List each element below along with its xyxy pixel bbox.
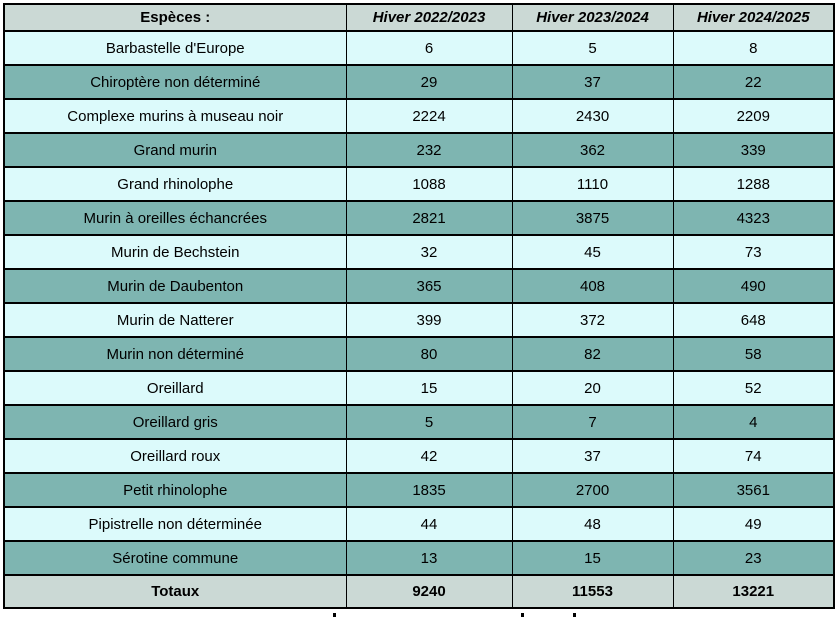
count-cell: 1835 [346,473,512,507]
count-cell: 44 [346,507,512,541]
cropped-caption-fragments [0,611,837,617]
column-header-winter-2022-2023: Hiver 2022/2023 [346,4,512,31]
totals-value: 9240 [346,575,512,608]
table-row [4,371,834,405]
table-row [4,337,834,371]
count-cell: 4323 [673,201,834,235]
species-name: Murin de Bechstein [4,235,346,269]
species-name: Barbastelle d'Europe [4,31,346,65]
count-cell: 399 [346,303,512,337]
species-name: Oreillard roux [4,439,346,473]
species-name: Murin de Daubenton [4,269,346,303]
table-row [4,541,834,575]
count-cell: 80 [346,337,512,371]
count-cell: 2209 [673,99,834,133]
count-cell: 232 [346,133,512,167]
totals-value: 13221 [673,575,834,608]
count-cell: 58 [673,337,834,371]
table-body [4,31,834,575]
count-cell: 365 [346,269,512,303]
species-name: Murin à oreilles échancrées [4,201,346,235]
totals-row [4,575,834,608]
caption-fragment [521,613,524,617]
species-name: Grand rhinolophe [4,167,346,201]
count-cell: 7 [512,405,673,439]
count-cell: 2700 [512,473,673,507]
count-cell: 5 [346,405,512,439]
count-cell: 48 [512,507,673,541]
count-cell: 82 [512,337,673,371]
count-cell: 37 [512,65,673,99]
count-cell: 20 [512,371,673,405]
table-row [4,133,834,167]
species-name: Sérotine commune [4,541,346,575]
count-cell: 4 [673,405,834,439]
count-cell: 1110 [512,167,673,201]
count-cell: 52 [673,371,834,405]
species-name: Chiroptère non déterminé [4,65,346,99]
count-cell: 29 [346,65,512,99]
count-cell: 8 [673,31,834,65]
count-cell: 5 [512,31,673,65]
count-cell: 648 [673,303,834,337]
count-cell: 23 [673,541,834,575]
column-header-winter-2023-2024: Hiver 2023/2024 [512,4,673,31]
count-cell: 32 [346,235,512,269]
totals-label: Totaux [4,575,346,608]
table-row [4,99,834,133]
table-row [4,235,834,269]
table-row [4,201,834,235]
count-cell: 13 [346,541,512,575]
count-cell: 408 [512,269,673,303]
count-cell: 49 [673,507,834,541]
count-cell: 3561 [673,473,834,507]
count-cell: 2821 [346,201,512,235]
header-row [4,4,834,31]
table-row [4,65,834,99]
caption-fragment [333,613,336,617]
count-cell: 1088 [346,167,512,201]
column-header-winter-2024-2025: Hiver 2024/2025 [673,4,834,31]
table-row [4,269,834,303]
table-row [4,473,834,507]
species-name: Murin de Natterer [4,303,346,337]
table-row [4,167,834,201]
count-cell: 1288 [673,167,834,201]
species-count-table [3,3,835,609]
species-name: Pipistrelle non déterminée [4,507,346,541]
species-column-header: Espèces : [4,4,346,31]
count-cell: 42 [346,439,512,473]
count-cell: 15 [346,371,512,405]
count-cell: 372 [512,303,673,337]
count-cell: 22 [673,65,834,99]
species-name: Oreillard [4,371,346,405]
species-name: Oreillard gris [4,405,346,439]
species-name: Complexe murins à museau noir [4,99,346,133]
species-name: Murin non déterminé [4,337,346,371]
table-row [4,405,834,439]
species-name: Petit rhinolophe [4,473,346,507]
count-cell: 3875 [512,201,673,235]
count-cell: 362 [512,133,673,167]
table-row [4,31,834,65]
count-cell: 2430 [512,99,673,133]
count-cell: 339 [673,133,834,167]
table-row [4,507,834,541]
caption-fragment [573,613,576,617]
count-cell: 45 [512,235,673,269]
count-cell: 73 [673,235,834,269]
count-cell: 6 [346,31,512,65]
count-cell: 490 [673,269,834,303]
count-cell: 74 [673,439,834,473]
count-cell: 2224 [346,99,512,133]
count-cell: 37 [512,439,673,473]
totals-value: 11553 [512,575,673,608]
table-row [4,303,834,337]
table-row [4,439,834,473]
species-name: Grand murin [4,133,346,167]
count-cell: 15 [512,541,673,575]
